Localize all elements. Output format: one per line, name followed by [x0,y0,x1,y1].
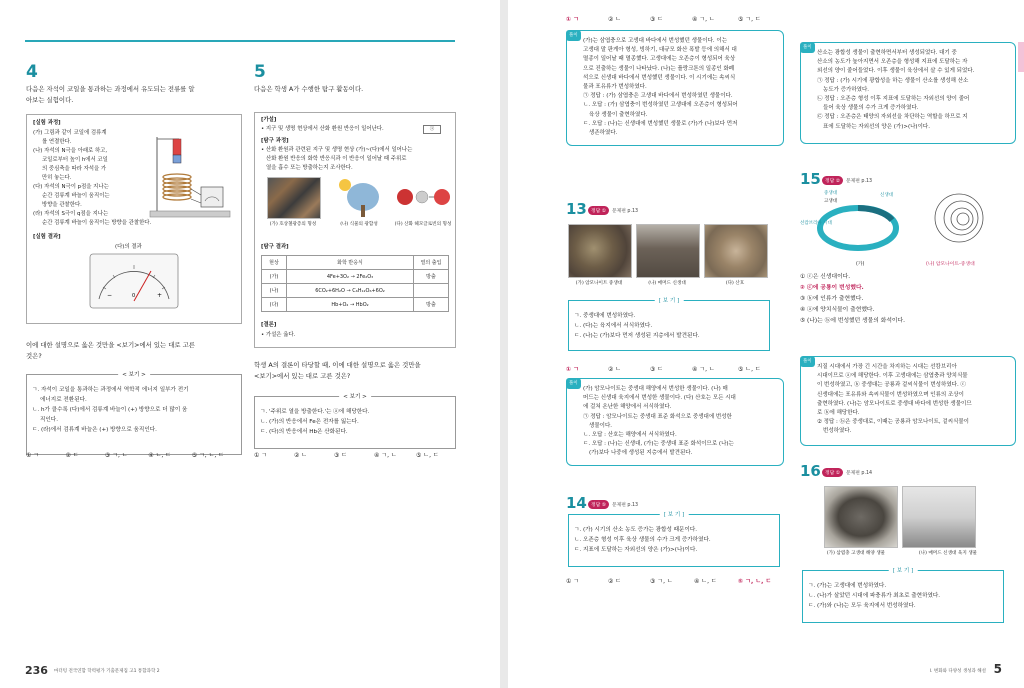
q5-h-concl: [결론] [261,322,277,328]
q4-bogi-item: 직인다. [40,417,58,423]
q4-bogi-item: ㄴ. h가 클수록 (다)에서 검류계 바늘이 (+) 방향으로 더 많이 움 [32,407,188,413]
answer-choice[interactable]: ③ ㄷ [650,16,664,23]
q16-cap2: (나) 매머드 신생대 육지 생물 [918,551,978,556]
hemoglobin-figure [395,179,451,215]
table-row: (나) 6CO₂+6H₂O → C₆H₁₂O₆+6O₂ [262,284,449,298]
q14-bogi-item: ㄱ. (가) 시기의 산소 농도 증가는 광합성 때문이다. [574,527,698,533]
q4-box-head1: [실험 과정] [33,120,61,126]
svg-text:−: − [107,292,113,299]
q16-bogi-item: ㄱ. (가)는 고생대에 번성하였다. [808,583,887,589]
svg-text:0: 0 [132,293,136,299]
solution-tag: 풀이 [800,356,815,367]
q5-question: 학생 A의 결론이 타당할 때, 이에 대한 설명으로 옳은 것만을 <보기>에서 있는 대로 고른 것은? [254,361,421,380]
right-page [508,0,1024,688]
q5-choice[interactable]: ⑤ ㄴ, ㄷ [416,452,439,459]
q5-concl: • 가설은 옳다. [261,332,296,338]
q4-bogi-item: ㄱ. 자석이 코일을 통과하는 과정에서 역학적 에너지 일부가 전기 [32,387,189,393]
q15-item[interactable]: ③ ⓑ에 인류가 출현했다. [800,296,864,302]
q16-bogi-item: ㄷ. (가)와 (나)는 모두 육지에서 번성하였다. [808,603,916,609]
q13-cap3: (다) 산호 [725,281,745,286]
q5-choice[interactable]: ② ㄴ [294,452,308,459]
q13-ref: 문제편 p.13 [612,209,639,214]
q5-bogi-item: ㄷ. (다)의 반응에서 Hb은 산화된다. [260,429,348,435]
answer-choice[interactable]: ④ ㄱ, ㄴ [692,16,715,23]
q16-bogi-box [802,570,1004,623]
q5-prompt: 다음은 학생 A가 수행한 탐구 활동이다. [254,85,364,93]
q5-choices [254,450,459,459]
q15-answer-tag: 정답 ② [822,176,843,185]
mammoth-skeleton-photo [902,486,976,548]
q13-answer-tag: 정답 ① [588,206,609,215]
right-page-number: 5 [993,662,1002,676]
q16-answer-tag: 정답 ① [822,468,843,477]
q5-hyp: • 지구 및 생명 현상에서 산화 환원 반응이 일어난다. [261,126,384,132]
q13-cap2: (나) 매머드 신생대 [648,281,686,286]
q5-bogi-title: < 보기 > [339,392,371,402]
answer-choice[interactable]: ② ㄴ [608,366,622,373]
q5-h-result: [탐구 결과] [261,244,289,250]
table-header: 열의 출입 [414,256,449,270]
q16-number: 16 [800,462,821,480]
q4-choice[interactable]: ⑤ ㄱ, ㄴ, ㄷ [191,452,224,459]
q13-solution-box: 풀이 (가) 암모나이트는 중생대 해양에서 번성한 생물이다. (나) 매 머드는 신생대 육지에서 번성한 생물이다. (다) 산호는 모든 시대 에 걸쳐 온난한 해양에서 서식하였다. ㉠ 정답 : 암모나이트는 중생대 표준 화석으로 중생대에 번성한 생물이다. ㄴ. 오답 : 산호는 해양에서 서식하였다. ㄷ. 오답 : (나)는 신생대, (가)는 중생대 표준 화석이므로 (나)는 (가)보다 나중에 생성된 지층에서 발견된다. [566,378,784,466]
coral-photo [704,224,768,278]
answer-choice[interactable]: ④ ㄴ, ㄷ [694,578,717,585]
q4-prompt: 다음은 자석이 코일을 통과하는 과정에서 유도되는 전류를 알 아보는 실험이다. [26,85,195,104]
q4-choices [26,450,241,459]
q15-cap1: (가) [856,262,865,267]
q13-bogi-item: ㄴ. (다)는 육지에서 서식하였다. [574,323,653,329]
q5-bogi-item: ㄴ. (가)의 반응에서 Fe은 전자를 잃는다. [260,419,359,425]
galvanometer-figure [89,253,179,309]
q14-ref: 문제편 p.13 [612,503,639,508]
q4-question: 이에 대한 설명으로 옳은 것만을 <보기>에서 있는 대로 고른 것은? [26,341,195,360]
answer-choice[interactable]: ① ㄱ [566,16,579,23]
q14-bogi-item: ㄷ. 지표에 도달하는 자외선의 양은 (가)>(나)이다. [574,547,698,553]
svg-text:+: + [157,292,163,299]
mammoth-photo [636,224,700,278]
answer-choice[interactable]: ⑤ ㄱ, ㄴ, ㄷ [738,578,772,585]
answer-choice[interactable]: ⑤ ㄴ, ㄷ [738,366,761,373]
q5-cap1: (가) 호상철광층의 형성 [269,222,317,227]
q5-choice[interactable]: ③ ㄷ [334,452,348,459]
q16-bogi-title: [ 보 기 ] [889,566,918,576]
q14-number: 14 [566,494,587,512]
q16-cap1: (가) 삼엽충 고생대 해양 생물 [826,551,886,556]
q5-choice[interactable]: ④ ㄱ, ㄴ [374,452,397,459]
q14-solution-box: 풀이 산소는 광합성 생물이 출현하면서부터 생성되었다. 대기 중 산소의 농도가 높아지면서 오존층을 형성해 지표에 도달하는 자 외선의 양이 줄어들었다. 이후 생물이 육상에서 살 수 있게 되었다. ㉠ 정답 : (가) 시기에 광합성을 하는 생물이 산소를 생성해 산소 농도가 증가하였다. ㉡ 정답 : 오존층 형성 이후 지표에 도달하는 자외선의 양이 줄어 들어 육상 생물의 수가 크게 증가하였다. ㉢ 정답 : 오존층은 태양의 자외선을 차단하는 역할을 하므로 지 표에 도달하는 자외선의 양은 (가)>(나)이다. [800,42,1016,144]
q13-cap1: (가) 암모나이트 중생대 [575,281,623,286]
q5-proc: • 산화 환원과 관련된 지구 및 생명 현상 (가)~(다)에서 일어나는 산화 환원 반응의 화학 반응식과 이 반응이 일어날 때 주위로 열을 흡수 또는 방출하는지 조사한다. [261,147,413,171]
fig-label: 신생대 [880,193,894,198]
trilobite-photo [824,486,898,548]
q5-cap2: (나) 식물의 광합성 [340,222,378,227]
q4-bogi-item: 에너지로 전환된다. [40,397,87,403]
q16-bogi-item: ㄴ. (나)가 살았던 시대에 파충류가 최초로 출현하였다. [808,593,941,599]
answer-choice[interactable]: ③ ㄱ, ㄴ [650,578,673,585]
q5-bogi-box [254,396,456,449]
coil-apparatus-figure [135,129,235,223]
q14-bogi-title: [ 보 기 ] [660,510,689,520]
q5-bogi-item: ㄱ. '주위로 열을 방출한다.'는 ⓐ에 해당한다. [260,409,370,415]
q4-experiment-box [26,114,242,324]
q14-choices [566,576,796,585]
q13-bogi-item: ㄷ. (나)는 (가)보다 먼저 생성된 지층에서 발견된다. [574,333,700,339]
answer-choice[interactable]: ④ ㄱ, ㄴ [692,366,715,373]
q4-choice[interactable]: ① ㄱ [26,452,40,459]
fig-label: 중생대 [824,191,838,196]
fig-label: 고생대 [824,199,838,204]
q16-ref: 문제편 p.14 [846,471,873,476]
q15-solution-box: 풀이 지질 시대에서 가장 긴 시간을 차지하는 시대는 선캄브리아 시대이므로 ⓐ에 해당한다. 이후 고생대에는 삼엽충과 양치식물 이 번성하였고, ⓑ 중생대는 공룡과 겉씨식물이 번성하였다. ⓒ 신생대에는 포유류와 속씨식물이 번성하였으며 인류의 조상이 출현하였다. (나)는 암모나이트로 중생대 바다에 번성한 생물이므 로 ⓑ에 해당한다. ② 정답 : ⓑ은 중생대로, 이때는 공룡과 암모나이트, 겉씨식물이 번성하였다. [800,356,1016,446]
table-header: 현상 [262,256,287,270]
q13-choices [566,364,786,373]
answer-choice[interactable]: ① ㄱ [566,366,579,373]
q15-number: 15 [800,170,821,188]
q12-choices [566,14,786,23]
q15-item[interactable]: ④ ⓐ에 양치식물이 출현했다. [800,307,875,313]
ammonite-figure [928,190,990,246]
solution-tag: 풀이 [800,42,815,53]
q4-choice[interactable]: ④ ㄴ, ㄷ [148,452,171,459]
q13-number: 13 [566,200,587,218]
q15-ref: 문제편 p.13 [846,179,873,184]
chapter-tab [1018,42,1024,72]
answer-choice[interactable]: ② ㄴ [608,16,622,23]
q5-cap3: (다) 산화 헤모글로빈의 형성 [394,222,452,227]
table-row: (가) 4Fe+3O₂ → 2Fe₂O₃ 방출 [262,270,449,284]
ammonite-photo [568,224,632,278]
fig-label: 선캄브리아 시대 [800,221,832,226]
q15-item[interactable]: ⑤ (나)는 ⓑ에 번성했던 생물의 화석이다. [800,318,905,324]
q5-result-table [261,255,449,312]
q5-number: 5 [254,62,266,82]
q4-steps: (가) 그림과 같이 코일에 검류계 를 연결한다. (나) 자석의 N극을 아래로 하고, 코일로부터 높이 h에서 코일 의 중심축을 따라 자석을 가 만히 놓는다. (다) 자석의 N극이 p점을 지나는 순간 검류계 바늘이 움직이는 방향을 관찰한다. (라) 자석의 S극이 q점을 지나는 순간 검류계 바늘이 움직이는 방향을 관찰한다. [33,130,152,226]
answer-choice[interactable]: ② ㄷ [608,578,622,585]
q4-bogi-item: ㄷ. (라)에서 검류계 바늘은 (+) 방향으로 움직인다. [32,427,157,433]
q4-bogi-title: < 보기 > [118,370,150,380]
q5-h-hyp: [가설] [261,117,277,123]
q5-blank-a: ⓐ [423,125,441,134]
q15-item[interactable]: ① ⓒ은 신생대이다. [800,274,851,280]
solution-tag: 풀이 [566,378,581,389]
q4-choice[interactable]: ② ㄷ [65,452,79,459]
left-footer-text: 마더텅 전국연합 학력평가 기출문제집 고1 통합과학 2 [54,669,160,674]
q4-bogi-box [26,374,242,455]
answer-choice[interactable]: ③ ㄷ [650,366,664,373]
answer-choice[interactable]: ⑤ ㄱ, ㄷ [738,16,761,23]
table-row: (다) Hb+O₂ → HbO₂ 방출 [262,298,449,312]
answer-choice[interactable]: ① ㄱ [566,578,580,585]
banded-iron-photo [267,177,321,219]
q13-bogi-box [568,300,770,351]
q15-items [800,272,1000,327]
q12-solution-box: 풀이 (가)는 삼엽충으로 고생대 바다에서 번성했던 생물이다. 이는 고생대 말 판게아 형성, 빙하기, 대규모 화산 폭발 등에 의해서 대 멸종이 일어날 때 멸종했다. 고생대에는 오존층이 형성되어 육상 으로 진출하는 생물이 나타났다. (나)는 플랑크톤의 일종인 화폐 석으로 신생대 바다에서 번성했던 생물이다. 이 시기에는 속씨식 물과 포유류가 번성하였다. ㉠ 정답 : (가) 삼엽충은 고생대 바다에서 번성하였던 생물이다. ㄴ. 오답 : (가) 삼엽충이 번성하였던 고생대에 오존층이 형성되어 육상 생물이 출현하였다. ㄷ. 오답 : (나)는 신생대에 번성했던 생물로 (가)가 (나)보다 먼저 생존하였다. [566,30,784,146]
q14-bogi-box [568,514,780,567]
q13-bogi-item: ㄱ. 중생대에 번성하였다. [574,313,636,319]
q5-h-proc: [탐구 과정] [261,138,289,144]
q4-result-caption: (다)의 결과 [115,244,142,250]
q4-box-head2: [실험 결과] [33,234,61,240]
q14-bogi-item: ㄴ. 오존층 형성 이후 육상 생물의 수가 크게 증가하였다. [574,537,711,543]
plant-photosynthesis-figure [333,175,387,219]
q5-choice[interactable]: ① ㄱ [254,452,268,459]
q4-number: 4 [26,62,38,82]
q15-cap2: (나) 암모나이트-중생대 [926,262,975,267]
top-rule [25,40,455,42]
q13-bogi-title: [ 보 기 ] [655,296,684,306]
table-header: 화학 반응식 [287,256,414,270]
left-page-number: 236 [25,664,48,677]
q4-choice[interactable]: ③ ㄱ, ㄴ [104,452,128,459]
q14-answer-tag: 정답 ⑤ [588,500,609,509]
solution-tag: 풀이 [566,30,581,41]
left-page [0,0,500,688]
right-footer-text: I. 변화와 다양성 생성과 해설 [929,669,986,674]
q5-inquiry-box [254,112,456,348]
q15-item[interactable]: ② ⓒ에 공룡이 번성했다. [800,285,864,291]
